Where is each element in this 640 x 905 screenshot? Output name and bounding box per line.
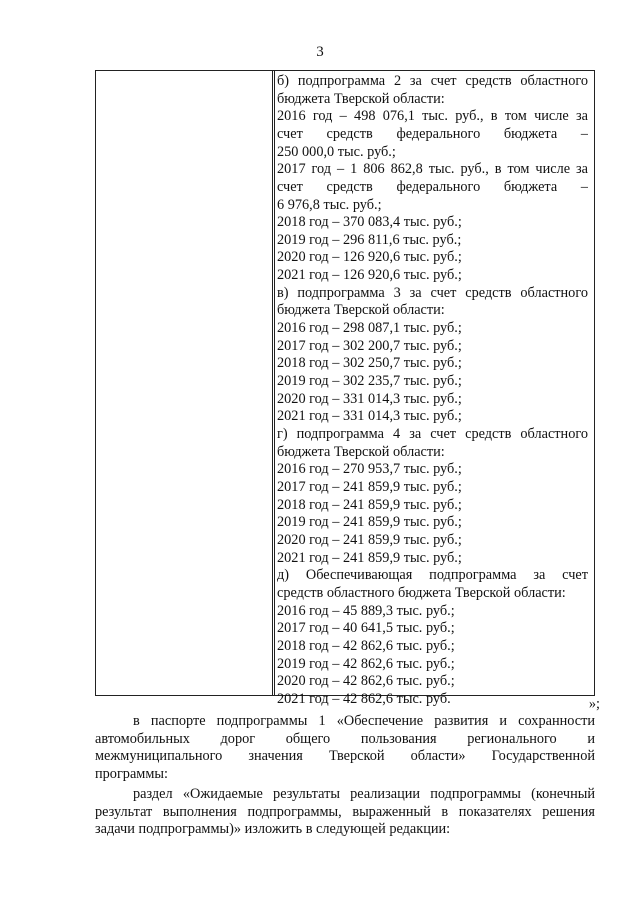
funding-table-line: в) подпрограмма 3 за счет средств областного <box>277 284 588 301</box>
closing-quote: »; <box>588 696 600 712</box>
funding-table-line: 6 976,8 тыс. руб.; <box>277 196 382 213</box>
funding-table-line: б) подпрограмма 2 за счет средств областного <box>277 73 588 89</box>
funding-table-line: 2020 год – 42 862,6 тыс. руб.; <box>277 673 455 690</box>
table-column-divider <box>272 71 273 695</box>
funding-table-line: бюджета Тверской области: <box>277 302 445 319</box>
funding-table-line: счет средств федерального бюджета – <box>277 178 588 195</box>
funding-table-line: 2016 год – 498 076,1 тыс. руб., в том числе за <box>277 108 588 125</box>
funding-table-line: счет средств федерального бюджета – <box>277 125 588 142</box>
funding-table-line: 2020 год – 126 920,6 тыс. руб.; <box>277 249 462 266</box>
paragraph-section-results <box>95 786 595 839</box>
funding-table-line: 250 000,0 тыс. руб.; <box>277 143 396 160</box>
funding-table-line: 2017 год – 1 806 862,8 тыс. руб., в том числе за <box>277 161 588 178</box>
funding-table-line: 2017 год – 302 200,7 тыс. руб.; <box>277 337 462 354</box>
funding-table-line: 2018 год – 241 859,9 тыс. руб.; <box>277 496 462 513</box>
funding-table-line: 2019 год – 296 811,6 тыс. руб.; <box>277 231 462 248</box>
funding-table-line: 2021 год – 126 920,6 тыс. руб.; <box>277 267 462 284</box>
funding-table-line: 2016 год – 298 087,1 тыс. руб.; <box>277 320 462 337</box>
paragraph-line: межмуниципального значения Тверской области» Государственной <box>95 748 595 765</box>
funding-table-line: 2017 год – 40 641,5 тыс. руб.; <box>277 620 455 637</box>
funding-table-line: 2019 год – 241 859,9 тыс. руб.; <box>277 514 462 531</box>
paragraph-line: программы: <box>95 765 168 782</box>
funding-table-line: 2019 год – 302 235,7 тыс. руб.; <box>277 373 462 390</box>
page-number: 3 <box>316 44 324 60</box>
paragraph-subprogram-passport <box>95 713 595 784</box>
funding-table-line: 2018 год – 42 862,6 тыс. руб.; <box>277 637 455 654</box>
funding-table-right-cell <box>277 73 588 709</box>
funding-table-line: бюджета Тверской области: <box>277 443 445 460</box>
paragraph-line: раздел «Ожидаемые результаты реализации подпрограммы (конечный <box>133 786 595 802</box>
funding-table-line: 2019 год – 42 862,6 тыс. руб.; <box>277 655 455 672</box>
paragraph-line: результат выполнения подпрограммы, выраженный в показателях решения <box>95 803 595 820</box>
table-column-divider-inner <box>274 71 275 695</box>
funding-table-line: средств областного бюджета Тверской области: <box>277 584 566 601</box>
funding-table-line: 2017 год – 241 859,9 тыс. руб.; <box>277 478 462 495</box>
funding-table-line: г) подпрограмма 4 за счет средств областного <box>277 426 588 443</box>
funding-table-line: 2020 год – 241 859,9 тыс. руб.; <box>277 531 462 548</box>
funding-table-line: 2021 год – 331 014,3 тыс. руб.; <box>277 408 462 425</box>
funding-table-line: 2021 год – 241 859,9 тыс. руб.; <box>277 549 462 566</box>
funding-table-line: 2016 год – 270 953,7 тыс. руб.; <box>277 461 462 478</box>
paragraph-line: автомобильных дорог общего пользования регионального и <box>95 730 595 747</box>
funding-table-line: д) Обеспечивающая подпрограмма за счет <box>277 567 588 584</box>
funding-table <box>95 70 595 707</box>
funding-table-line: бюджета Тверской области: <box>277 90 445 107</box>
paragraph-line: в паспорте подпрограммы 1 «Обеспечение развития и сохранности <box>133 713 595 729</box>
funding-table-line: 2018 год – 302 250,7 тыс. руб.; <box>277 355 462 372</box>
funding-table-line: 2016 год – 45 889,3 тыс. руб.; <box>277 602 455 619</box>
paragraph-line: задачи подпрограммы)» изложить в следующей редакции: <box>95 821 451 838</box>
funding-table-line: 2021 год – 42 862,6 тыс. руб. <box>277 690 451 707</box>
funding-table-line: 2020 год – 331 014,3 тыс. руб.; <box>277 390 462 407</box>
funding-table-line: 2018 год – 370 083,4 тыс. руб.; <box>277 214 462 231</box>
